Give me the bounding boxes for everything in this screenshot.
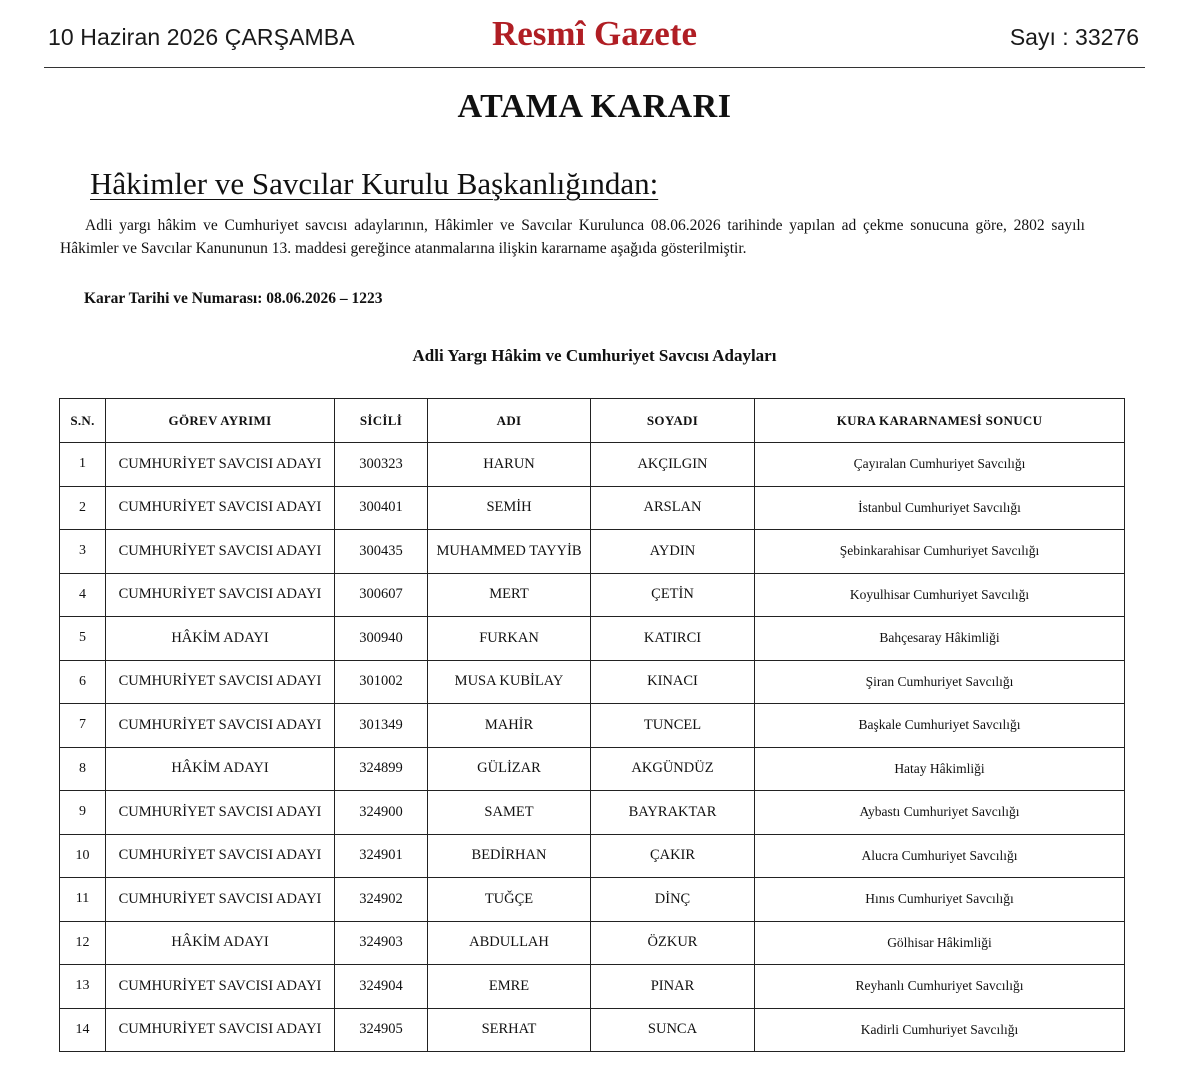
cell-duty: HÂKİM ADAYI: [106, 617, 335, 661]
cell-first-name: ABDULLAH: [428, 921, 591, 965]
cell-last-name: KINACI: [591, 660, 755, 704]
cell-sn: 1: [60, 443, 106, 487]
issuing-authority: Hâkimler ve Savcılar Kurulu Başkanlığından:: [90, 166, 659, 201]
cell-sn: 2: [60, 486, 106, 530]
cell-first-name: MAHİR: [428, 704, 591, 748]
cell-result: Şiran Cumhuriyet Savcılığı: [755, 660, 1125, 704]
cell-duty: CUMHURİYET SAVCISI ADAYI: [106, 965, 335, 1009]
cell-duty: CUMHURİYET SAVCISI ADAYI: [106, 704, 335, 748]
cell-duty: CUMHURİYET SAVCISI ADAYI: [106, 878, 335, 922]
cell-registry: 324901: [335, 834, 428, 878]
table-row: [60, 834, 1125, 878]
table-row: [60, 965, 1125, 1009]
cell-last-name: BAYRAKTAR: [591, 791, 755, 835]
cell-first-name: GÜLİZAR: [428, 747, 591, 791]
cell-last-name: TUNCEL: [591, 704, 755, 748]
table-row: [60, 530, 1125, 574]
cell-registry: 300607: [335, 573, 428, 617]
cell-first-name: MUSA KUBİLAY: [428, 660, 591, 704]
cell-first-name: SERHAT: [428, 1008, 591, 1052]
decision-date-number: Karar Tarihi ve Numarası: 08.06.2026 – 1223: [84, 290, 383, 307]
cell-last-name: KATIRCI: [591, 617, 755, 661]
cell-first-name: EMRE: [428, 965, 591, 1009]
cell-last-name: SUNCA: [591, 1008, 755, 1052]
cell-sn: 4: [60, 573, 106, 617]
table-row: [60, 443, 1125, 487]
cell-last-name: ÖZKUR: [591, 921, 755, 965]
cell-last-name: AKGÜNDÜZ: [591, 747, 755, 791]
cell-last-name: DİNÇ: [591, 878, 755, 922]
cell-result: Reyhanlı Cumhuriyet Savcılığı: [755, 965, 1125, 1009]
table-row: [60, 791, 1125, 835]
table-row: [60, 486, 1125, 530]
table-row: [60, 617, 1125, 661]
cell-result: Hatay Hâkimliği: [755, 747, 1125, 791]
cell-last-name: AYDIN: [591, 530, 755, 574]
table-row: [60, 704, 1125, 748]
cell-sn: 9: [60, 791, 106, 835]
cell-registry: 300435: [335, 530, 428, 574]
document-title: ATAMA KARARI: [457, 88, 732, 125]
cell-duty: CUMHURİYET SAVCISI ADAYI: [106, 1008, 335, 1052]
cell-sn: 5: [60, 617, 106, 661]
table-row: [60, 573, 1125, 617]
cell-first-name: SAMET: [428, 791, 591, 835]
cell-result: Koyulhisar Cumhuriyet Savcılığı: [755, 573, 1125, 617]
column-header-result: KURA KARARNAMESİ SONUCU: [755, 399, 1125, 443]
table-row: [60, 1008, 1125, 1052]
cell-first-name: MERT: [428, 573, 591, 617]
cell-last-name: PINAR: [591, 965, 755, 1009]
cell-duty: HÂKİM ADAYI: [106, 921, 335, 965]
table-caption: Adli Yargı Hâkim ve Cumhuriyet Savcısı Adayları: [412, 346, 777, 365]
cell-sn: 13: [60, 965, 106, 1009]
cell-first-name: BEDİRHAN: [428, 834, 591, 878]
cell-registry: 324900: [335, 791, 428, 835]
cell-first-name: FURKAN: [428, 617, 591, 661]
cell-sn: 7: [60, 704, 106, 748]
cell-duty: CUMHURİYET SAVCISI ADAYI: [106, 443, 335, 487]
cell-registry: 300401: [335, 486, 428, 530]
cell-result: Şebinkarahisar Cumhuriyet Savcılığı: [755, 530, 1125, 574]
cell-registry: 324905: [335, 1008, 428, 1052]
cell-result: Bahçesaray Hâkimliği: [755, 617, 1125, 661]
cell-sn: 10: [60, 834, 106, 878]
gazette-issue-number: Sayı : 33276: [1009, 24, 1139, 50]
cell-first-name: TUĞÇE: [428, 878, 591, 922]
cell-duty: CUMHURİYET SAVCISI ADAYI: [106, 530, 335, 574]
cell-result: Çayıralan Cumhuriyet Savcılığı: [755, 443, 1125, 487]
cell-first-name: HARUN: [428, 443, 591, 487]
cell-registry: 324903: [335, 921, 428, 965]
cell-sn: 3: [60, 530, 106, 574]
cell-duty: HÂKİM ADAYI: [106, 747, 335, 791]
cell-result: Başkale Cumhuriyet Savcılığı: [755, 704, 1125, 748]
cell-sn: 11: [60, 878, 106, 922]
cell-registry: 300323: [335, 443, 428, 487]
cell-last-name: ÇAKIR: [591, 834, 755, 878]
cell-last-name: ARSLAN: [591, 486, 755, 530]
cell-result: Gölhisar Hâkimliği: [755, 921, 1125, 965]
cell-registry: 300940: [335, 617, 428, 661]
cell-result: Hınıs Cumhuriyet Savcılığı: [755, 878, 1125, 922]
cell-last-name: AKÇILGIN: [591, 443, 755, 487]
table-row: [60, 921, 1125, 965]
cell-first-name: SEMİH: [428, 486, 591, 530]
column-header-registry: SİCİLİ: [335, 399, 428, 443]
appointments-table: [59, 398, 1125, 1052]
gazette-date: 10 Haziran 2026 ÇARŞAMBA: [48, 24, 355, 50]
cell-result: Kadirli Cumhuriyet Savcılığı: [755, 1008, 1125, 1052]
cell-registry: 301002: [335, 660, 428, 704]
cell-result: İstanbul Cumhuriyet Savcılığı: [755, 486, 1125, 530]
body-paragraph: Adli yargı hâkim ve Cumhuriyet savcısı adaylarının, Hâkimler ve Savcılar Kurulunca 08.06.2026 tarihinde yapılan ad çekme sonucuna göre, 2802 sayılı Hâkimler ve Savcılar Kanununun 13. maddesi gereğince atanmalarına ilişkin kararname aşağıda gösterilmiştir.: [60, 217, 1085, 257]
cell-sn: 6: [60, 660, 106, 704]
table-row: [60, 878, 1125, 922]
cell-first-name: MUHAMMED TAYYİB: [428, 530, 591, 574]
cell-sn: 8: [60, 747, 106, 791]
column-header-first-name: ADI: [428, 399, 591, 443]
column-header-last-name: SOYADI: [591, 399, 755, 443]
table-row: [60, 747, 1125, 791]
cell-registry: 324902: [335, 878, 428, 922]
cell-registry: 301349: [335, 704, 428, 748]
cell-duty: CUMHURİYET SAVCISI ADAYI: [106, 834, 335, 878]
cell-registry: 324899: [335, 747, 428, 791]
cell-last-name: ÇETİN: [591, 573, 755, 617]
cell-sn: 12: [60, 921, 106, 965]
gazette-masthead: Resmî Gazete: [491, 14, 698, 53]
cell-duty: CUMHURİYET SAVCISI ADAYI: [106, 791, 335, 835]
header-divider: [44, 67, 1145, 68]
cell-sn: 14: [60, 1008, 106, 1052]
cell-result: Alucra Cumhuriyet Savcılığı: [755, 834, 1125, 878]
table-row: [60, 660, 1125, 704]
column-header-duty: GÖREV AYRIMI: [106, 399, 335, 443]
column-header-sn: S.N.: [60, 399, 106, 443]
cell-registry: 324904: [335, 965, 428, 1009]
cell-duty: CUMHURİYET SAVCISI ADAYI: [106, 660, 335, 704]
cell-duty: CUMHURİYET SAVCISI ADAYI: [106, 486, 335, 530]
cell-duty: CUMHURİYET SAVCISI ADAYI: [106, 573, 335, 617]
cell-result: Aybastı Cumhuriyet Savcılığı: [755, 791, 1125, 835]
table-header-row: [60, 399, 1125, 443]
